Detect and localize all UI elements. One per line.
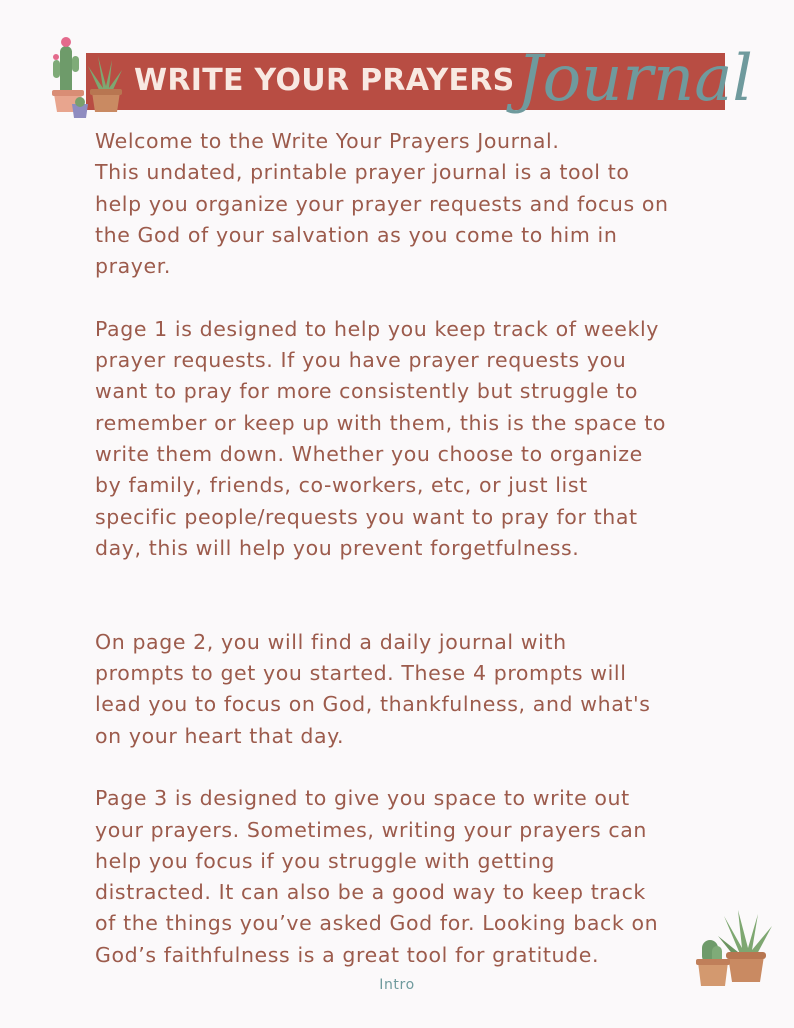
text-line: on your heart that day. [95, 723, 345, 748]
text-line: of the things you’ve asked God for. Looking back on [95, 911, 659, 936]
paragraph-page-3 [95, 783, 715, 971]
text-line: prayer requests. If you have prayer requests you [95, 348, 627, 373]
paragraph-page-2 [95, 627, 715, 752]
text-line: Welcome to the Write Your Prayers Journal. [95, 129, 560, 153]
text-line: distracted. It can also be a good way to keep track [95, 880, 646, 905]
potted-cactus-icon [48, 30, 126, 120]
text-line: by family, friends, co-workers, etc, or just list [95, 473, 588, 498]
text-line: prayer. [95, 254, 172, 279]
text-line: lead you to focus on God, thankfulness, and what's [95, 692, 651, 717]
text-line: On page 2, you will find a daily journal with [95, 629, 567, 654]
text-line: the God of your salvation as you come to him in [95, 222, 618, 247]
text-line: your prayers. Sometimes, writing your prayers can [95, 817, 648, 842]
text-line: remember or keep up with them, this is the space to [95, 410, 667, 435]
text-line: Page 3 is designed to give you space to write out [95, 786, 630, 811]
text-line: help you organize your prayer requests and focus on [95, 191, 669, 216]
footer-page-label: Intro [379, 977, 415, 993]
intro-body [95, 126, 715, 971]
text-line: God’s faithfulness is a great tool for gratitude. [95, 942, 600, 967]
journal-script-word [515, 28, 753, 128]
text-line: prompts to get you started. These 4 prompts will [95, 661, 627, 686]
text-line: day, this will help you prevent forgetfulness. [95, 535, 580, 560]
paragraph-welcome [95, 126, 715, 282]
text-line: want to pray for more consistently but struggle to [95, 379, 638, 404]
text-line: Page 1 is designed to help you keep track of weekly [95, 316, 659, 341]
paragraph-page-1 [95, 314, 715, 564]
text-line: specific people/requests you want to pray for that [95, 504, 638, 529]
journal-script-text: Journal [517, 42, 753, 116]
banner-title: WRITE YOUR PRAYERS [134, 63, 515, 98]
text-line: write them down. Whether you choose to organize [95, 441, 643, 466]
text-line: This undated, printable prayer journal is a tool to [95, 160, 630, 185]
text-line: help you focus if you struggle with getting [95, 848, 556, 873]
